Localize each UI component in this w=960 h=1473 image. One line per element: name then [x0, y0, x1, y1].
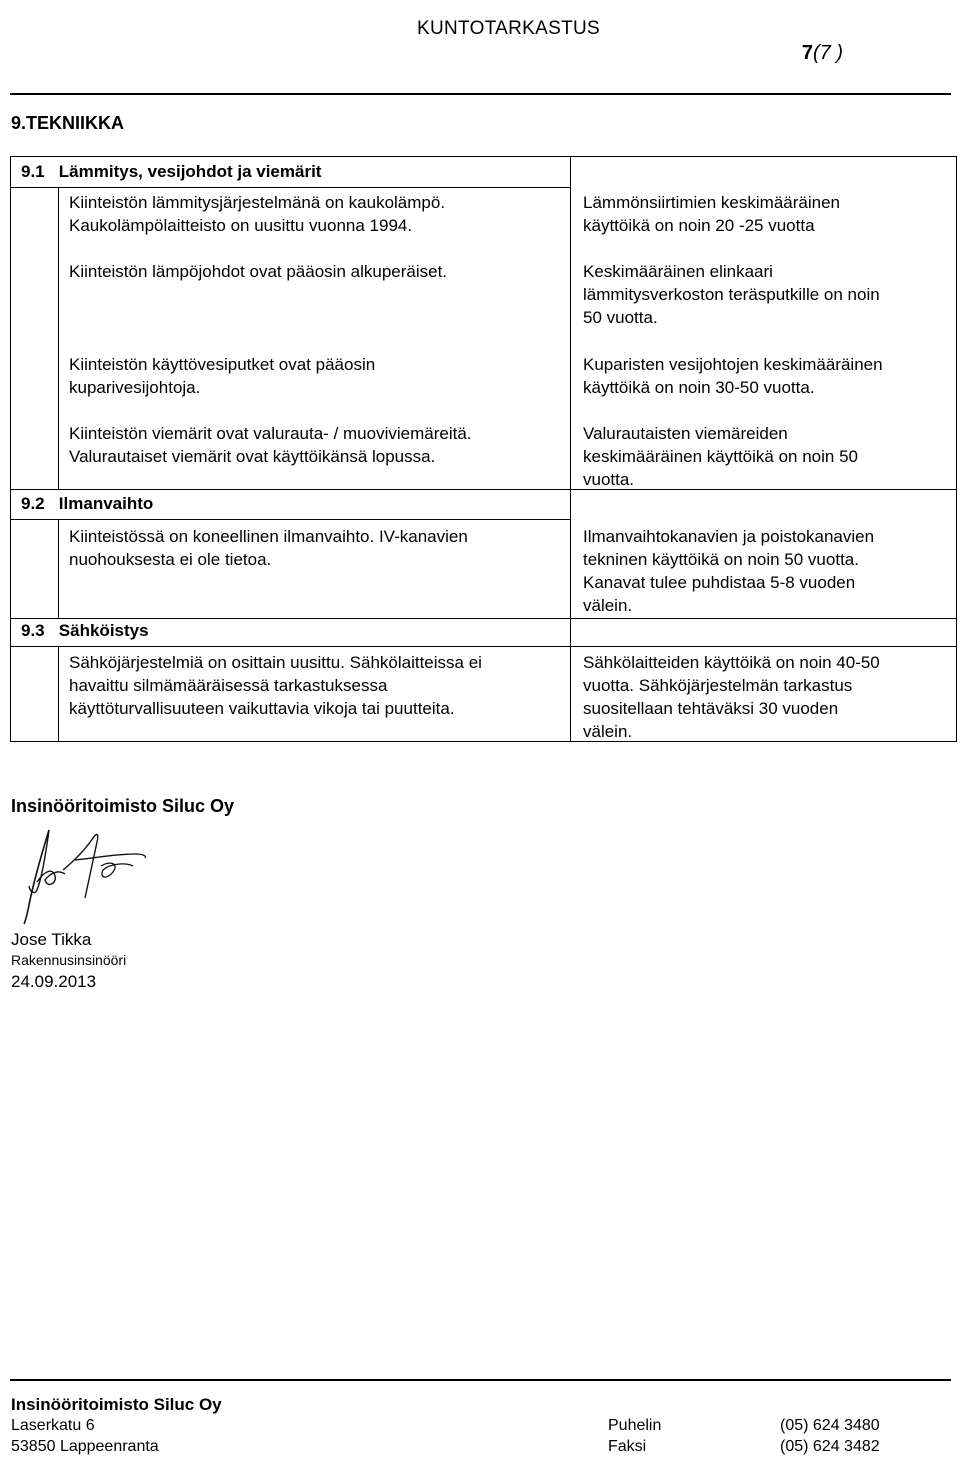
text-line: käyttöikä on noin 20 -25 vuotta	[583, 216, 815, 235]
handwritten-signature	[15, 820, 155, 926]
finding-text	[69, 260, 447, 283]
text-line: havaittu silmämääräisessä tarkastuksessa	[69, 676, 388, 695]
table-row-line	[10, 618, 957, 619]
text-line: lämmitysverkoston teräsputkille on noin	[583, 285, 880, 304]
text-line: Kiinteistön käyttövesiputket ovat pääosin	[69, 355, 376, 374]
footer-rule	[10, 1379, 951, 1381]
page-current: 7	[801, 42, 813, 64]
subsection-heading: 9.3 Sähköistys	[21, 621, 149, 640]
text-line: Kuparisten vesijohtojen keskimääräinen	[583, 355, 883, 374]
table-divider-left	[58, 187, 59, 489]
table-divider-middle	[570, 156, 571, 742]
signer-company: Insinööritoimisto Siluc Oy	[11, 796, 235, 816]
table-divider-left	[58, 646, 59, 742]
text-line: Keskimääräinen elinkaari	[583, 262, 773, 281]
text-line: Sähköjärjestelmiä on osittain uusittu. Sähkölaitteissa ei	[69, 653, 482, 672]
footer-fax: (05) 624 3482	[780, 1438, 880, 1455]
text-line: välein.	[583, 722, 633, 741]
text-line: nuohouksesta ei ole tietoa.	[69, 550, 272, 569]
text-line: kuparivesijohtoja.	[69, 378, 201, 397]
subsection-heading: 9.1 Lämmitys, vesijohdot ja viemärit	[21, 162, 322, 181]
text-line: Sähkölaitteiden käyttöikä on noin 40-50	[583, 653, 880, 672]
footer-street: Laserkatu 6	[11, 1417, 95, 1434]
footer-fax-label: Faksi	[608, 1438, 647, 1455]
text-line: Kiinteistössä on koneellinen ilmanvaihto. IV-kanavien	[69, 527, 468, 546]
finding-text	[69, 525, 468, 571]
text-line: Kiinteistön viemärit ovat valurauta- / muoviviemäreitä.	[69, 424, 472, 443]
lifespan-text	[583, 651, 880, 743]
lifespan-text	[583, 525, 874, 617]
footer-phone-label: Puhelin	[608, 1417, 662, 1434]
text-line: Valurautaiset viemärit ovat käyttöikänsä lopussa.	[69, 447, 436, 466]
table-row-line	[10, 519, 571, 520]
page-total: (7 )	[813, 42, 843, 64]
text-line: keskimääräinen käyttöikä on noin 50	[583, 447, 858, 466]
text-line: suositellaan tehtäväksi 30 vuoden	[583, 699, 839, 718]
finding-text	[69, 191, 445, 237]
text-line: Kiinteistön lämpöjohdot ovat pääosin alkuperäiset.	[69, 262, 448, 281]
text-line: vuotta.	[583, 470, 635, 489]
table-divider-left	[58, 519, 59, 618]
text-line: Kanavat tulee puhdistaa 5-8 vuoden	[583, 573, 856, 592]
text-line: 50 vuotta.	[583, 308, 658, 327]
table-row-line	[10, 646, 957, 647]
footer-phone: (05) 624 3480	[780, 1417, 880, 1434]
section-title: 9.TEKNIIKKA	[11, 113, 125, 133]
footer-company: Insinööritoimisto Siluc Oy	[11, 1395, 222, 1414]
signature-date: 24.09.2013	[11, 972, 97, 991]
document-title: KUNTOTARKASTUS	[417, 18, 600, 39]
lifespan-text	[583, 191, 840, 237]
text-line: käyttöikä on noin 30-50 vuotta.	[583, 378, 815, 397]
text-line: Kiinteistön lämmitysjärjestelmänä on kaukolämpö.	[69, 193, 446, 212]
text-line: tekninen käyttöikä on noin 50 vuotta.	[583, 550, 859, 569]
text-line: käyttöturvallisuuteen vaikuttavia vikoja tai puutteita.	[69, 699, 455, 718]
lifespan-text	[583, 260, 880, 329]
page-number	[0, 42, 843, 65]
text-line: Ilmanvaihtokanavien ja poistokanavien	[583, 527, 875, 546]
text-line: Lämmönsiirtimien keskimääräinen	[583, 193, 840, 212]
text-line: vuotta. Sähköjärjestelmän tarkastus	[583, 676, 853, 695]
lifespan-text	[583, 422, 858, 491]
text-line: Kaukolämpölaitteisto on uusittu vuonna 1994.	[69, 216, 413, 235]
finding-text	[69, 651, 482, 720]
footer-city: 53850 Lappeenranta	[11, 1438, 159, 1455]
subsection-heading: 9.2 Ilmanvaihto	[21, 494, 154, 513]
signer-title: Rakennusinsinööri	[11, 952, 127, 968]
text-line: Valurautaisten viemäreiden	[583, 424, 788, 443]
text-line: välein.	[583, 596, 633, 615]
finding-text	[69, 353, 375, 399]
header-rule	[10, 93, 951, 95]
table-row-line	[10, 187, 571, 188]
lifespan-text	[583, 353, 883, 399]
signer-name: Jose Tikka	[11, 930, 92, 949]
finding-text	[69, 422, 472, 468]
